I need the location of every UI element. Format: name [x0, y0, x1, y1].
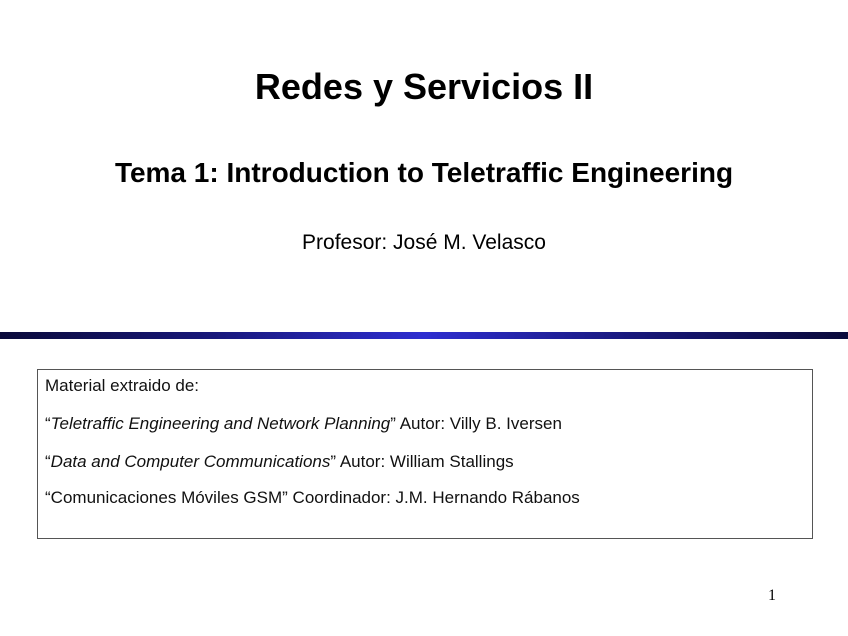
- source-open-quote: “: [45, 488, 51, 507]
- source-close-quote: ”: [330, 452, 337, 471]
- divider-bar: [0, 332, 848, 339]
- source-title: Comunicaciones Móviles GSM: [50, 488, 283, 507]
- source-title: Data and Computer Communications: [50, 452, 331, 471]
- sources-heading: Material extraido de:: [45, 376, 200, 395]
- slide-author: Profesor: José M. Velasco: [302, 231, 546, 254]
- source-credit: Autor: William Stallings: [336, 452, 514, 471]
- source-open-quote: “: [45, 452, 51, 471]
- slide-title: Redes y Servicios II: [254, 66, 594, 107]
- source-item: [45, 451, 514, 472]
- source-credit: Coordinador: J.M. Hernando Rábanos: [287, 488, 580, 507]
- source-credit: Autor: Villy B. Iversen: [395, 414, 562, 433]
- source-item: [45, 413, 562, 434]
- source-close-quote: ”: [282, 488, 288, 507]
- slide-subtitle: Tema 1: Introduction to Teletraffic Engineering: [114, 157, 734, 188]
- page-number: 1: [768, 587, 776, 604]
- source-item: [45, 487, 580, 508]
- source-close-quote: ”: [390, 414, 396, 433]
- source-open-quote: “: [45, 414, 51, 433]
- sources-box: [37, 369, 813, 539]
- source-title: Teletraffic Engineering and Network Planning: [50, 414, 391, 433]
